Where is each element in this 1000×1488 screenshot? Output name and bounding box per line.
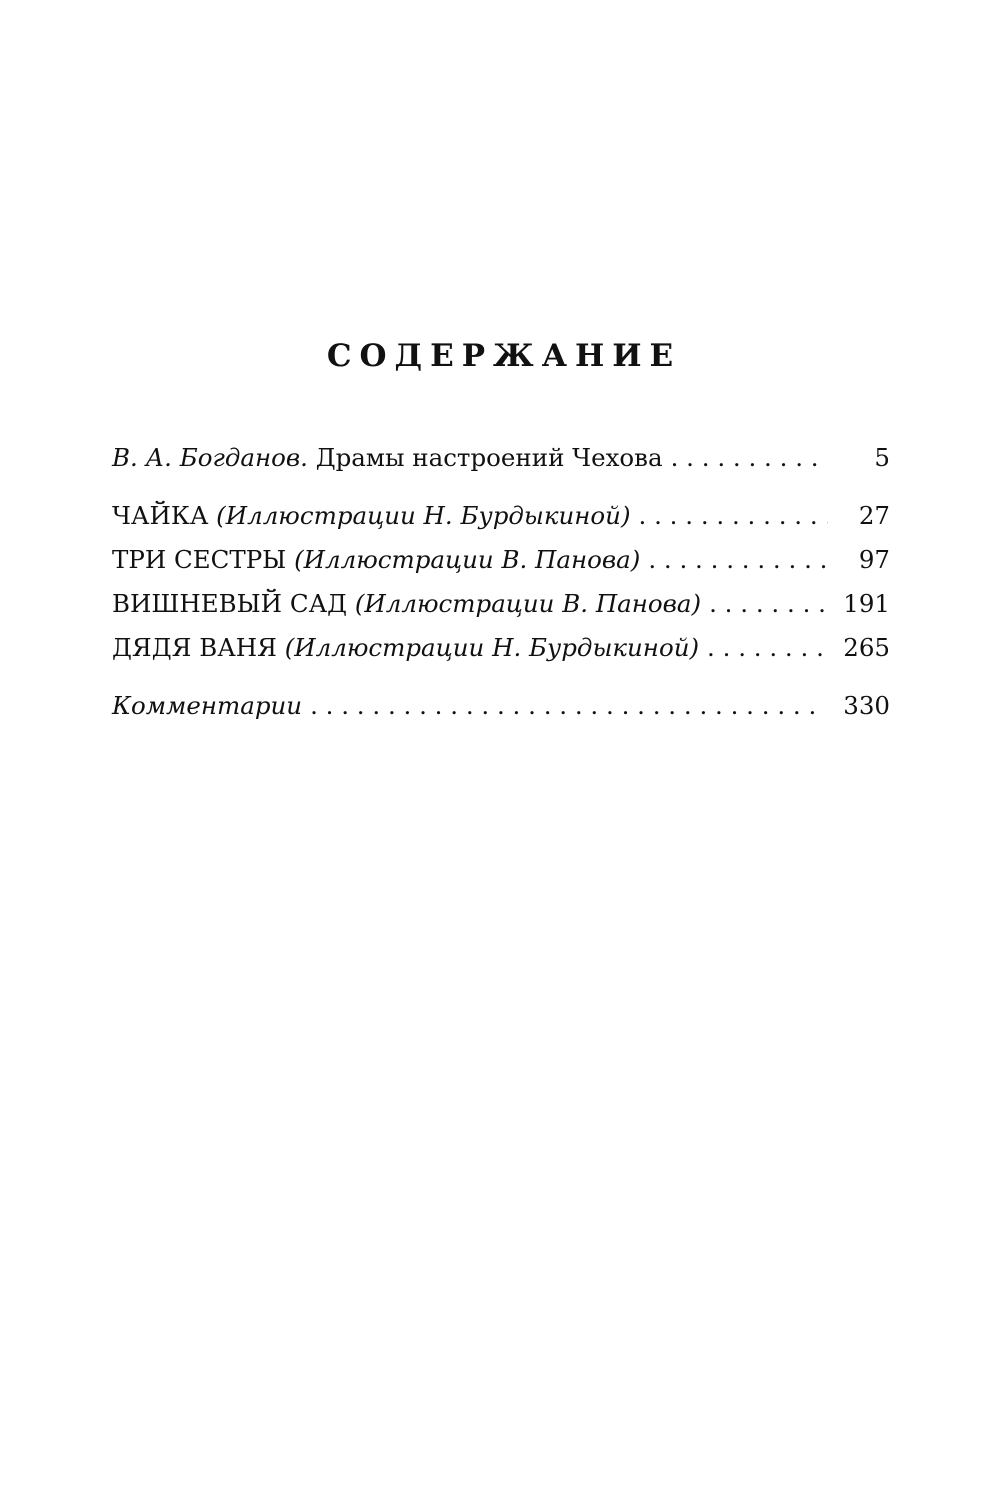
toc-entry-dyadya-vanya[interactable]: [112, 626, 890, 670]
toc-entry-label: [112, 626, 699, 670]
toc-entry-vishnevyi-sad[interactable]: [112, 582, 890, 626]
toc-entry-chaika[interactable]: [112, 494, 890, 538]
toc-entry-page: 27: [858, 501, 890, 530]
toc-entry-page: 191: [843, 589, 890, 618]
toc-entry-author: В. А. Богданов.: [112, 443, 308, 472]
toc-entry-page: 5: [874, 443, 890, 472]
toc-entry-title: ЧАЙКА: [112, 501, 217, 530]
toc-entry-author: Комментарии: [112, 691, 303, 720]
dot-leader: [639, 494, 828, 538]
toc-entry-note: (Иллюстрации Н. Бурдыкиной): [284, 633, 700, 662]
dot-leader: [707, 626, 825, 670]
toc-entry-label: [112, 436, 663, 480]
toc-entry-title: Драмы настроений Чехова: [307, 443, 663, 472]
dot-leader: [648, 538, 828, 582]
dot-leader: [671, 436, 828, 480]
toc-entry-label: [112, 582, 701, 626]
dot-leader: [310, 684, 825, 728]
toc-entry-tri-sestry[interactable]: [112, 538, 890, 582]
page-title: СОДЕРЖАНИЕ: [326, 338, 682, 374]
toc-entry-commentary[interactable]: [112, 684, 890, 728]
toc-entry-note: (Иллюстрации Н. Бурдыкиной): [216, 501, 631, 530]
toc-entry-page: 265: [843, 633, 890, 662]
toc-entry-label: [112, 684, 302, 728]
toc-entry-title: ТРИ СЕСТРЫ: [112, 545, 295, 574]
toc-entry-note: (Иллюстрации В. Панова): [294, 545, 641, 574]
toc-entry-note: (Иллюстрации В. Панова): [354, 589, 702, 618]
dot-leader: [709, 582, 825, 626]
toc-entry-label: [112, 494, 631, 538]
toc-entry-page: 330: [843, 691, 890, 720]
toc-entry-introduction[interactable]: [112, 436, 890, 480]
table-of-contents: [112, 436, 890, 728]
toc-entry-label: [112, 538, 640, 582]
toc-entry-page: 97: [858, 545, 890, 574]
toc-entry-title: ВИШНЕВЫЙ САД: [112, 589, 355, 618]
toc-entry-title: ДЯДЯ ВАНЯ: [112, 633, 285, 662]
